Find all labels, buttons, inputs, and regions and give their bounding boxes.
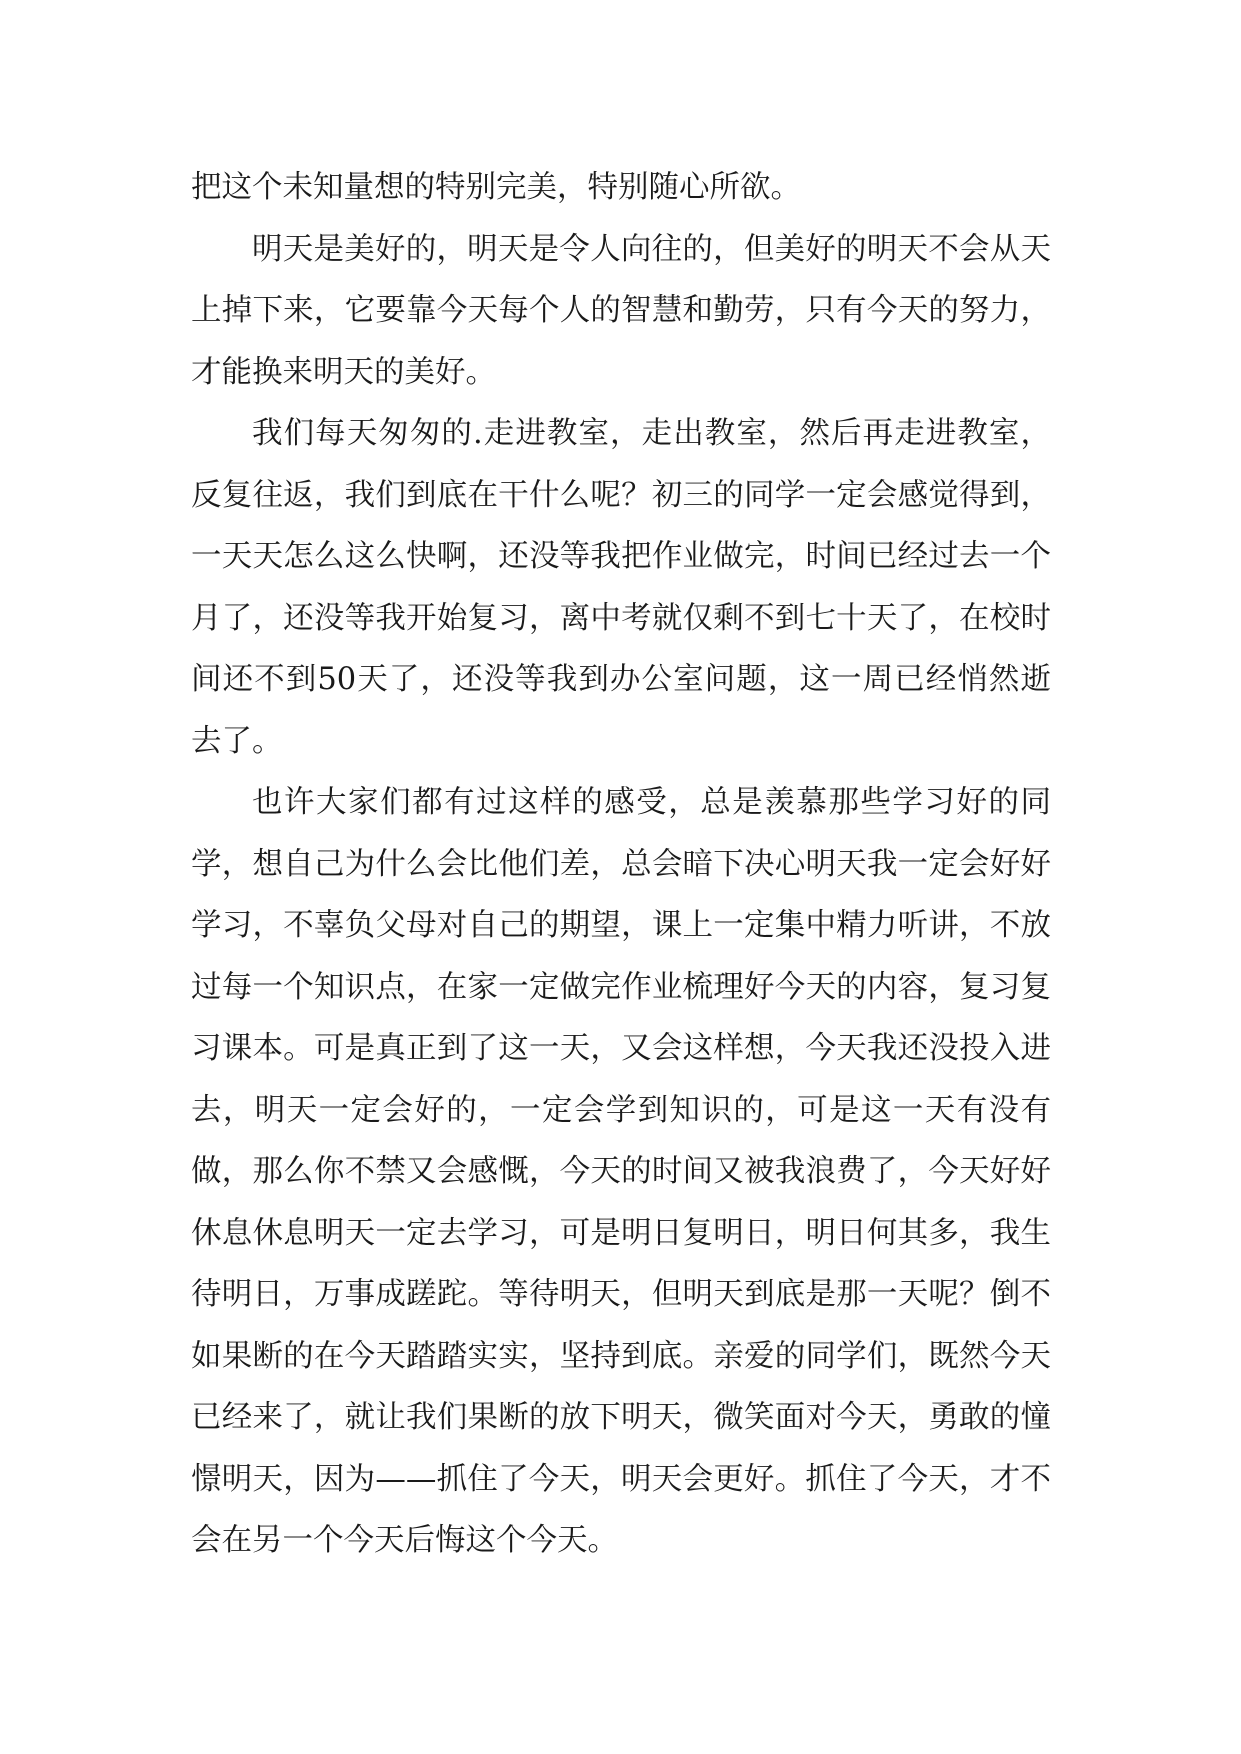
paragraph-4: 也许大家们都有过这样的感受，总是羡慕那些学习好的同学，想自己为什么会比他们差，总会暗下决心明天我一定会好好学习，不辜负父母对自己的期望，课上一定集中精力听讲，不放过每一个知识点，在家一定做完作业梳理好今天的内容，复习复习课本。可是真正到了这一天，又会这样想，今天我还没投入进去，明天一定会好的，一定会学到知识的，可是这一天有没有做，那么你不禁又会感慨，今天的时间又被我浪费了，今天好好休息休息明天一定去学习，可是明日复明日，明日何其多，我生待明日，万事成蹉跎。等待明天，但明天到底是那一天呢？倒不如果断的在今天踏踏实实，坚持到底。亲爱的同学们，既然今天已经来了，就让我们果断的放下明天，微笑面对今天，勇敢的憧憬明天，因为——抓住了今天，明天会更好。抓住了今天，才不会在另一个今天后悔这个今天。 [191,785,1051,1558]
paragraph-1: 把这个未知量想的特别完美，特别随心所欲。 [191,170,801,205]
document-body [191,157,1051,1572]
paragraph-3: 我们每天匆匆的.走进教室，走出教室，然后再走进教室，反复往返，我们到底在干什么呢？初三的同学一定会感觉得到，一天天怎么这么快啊，还没等我把作业做完，时间已经过去一个月了，还没等我开始复习，离中考就仅剩不到七十天了，在校时间还不到50天了，还没等我到办公室问题，这一周已经悄然逝去了。 [191,416,1051,759]
paragraph-2: 明天是美好的，明天是令人向往的，但美好的明天不会从天上掉下来，它要靠今天每个人的智慧和勤劳，只有今天的努力，才能换来明天的美好。 [191,231,1051,390]
